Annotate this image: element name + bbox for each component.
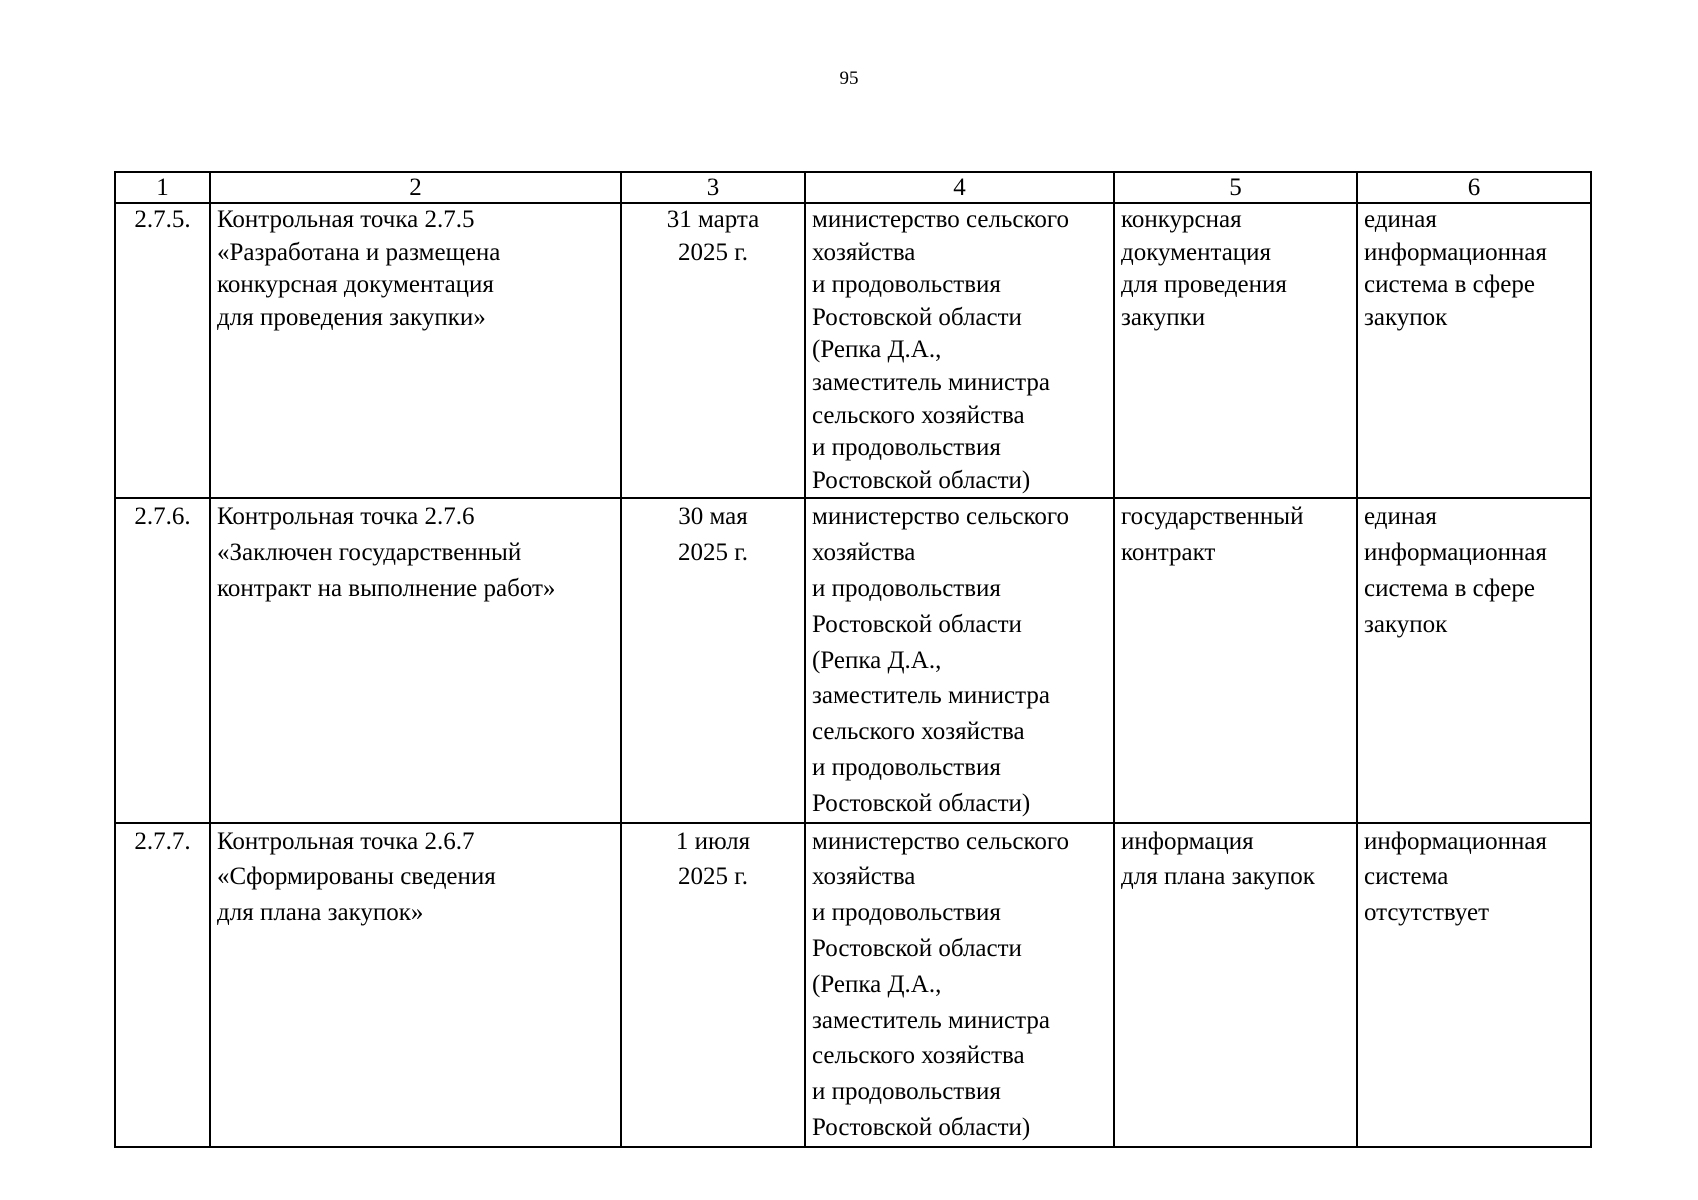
text-line: для плана закупок»: [217, 899, 424, 927]
text-line: информационная: [1364, 827, 1547, 855]
result-document: [1114, 498, 1357, 822]
text-line: Ростовской области: [812, 303, 1022, 331]
row-number: 2.7.5.: [115, 203, 210, 498]
due-date: [621, 498, 805, 822]
text-line: государственный: [1121, 503, 1304, 531]
text-line: контракт: [1121, 539, 1216, 567]
text-line: хозяйства: [812, 863, 916, 891]
text-line: (Репка Д.А.,: [812, 970, 942, 998]
column-header-2: 2: [210, 172, 621, 203]
control-points-table: [114, 171, 1592, 1148]
text-line: хозяйства: [812, 238, 916, 266]
text-line: закупки: [1121, 303, 1206, 331]
responsible-executor: [805, 498, 1114, 822]
text-line: и продовольствия: [812, 574, 1001, 602]
text-line: 1 июля: [675, 827, 751, 855]
text-line: Ростовской области): [812, 789, 1031, 817]
text-line: конкурсная документация: [217, 271, 494, 299]
text-line: Ростовской области): [812, 466, 1031, 494]
table-row: [115, 203, 1591, 498]
text-line: заместитель министра: [812, 368, 1050, 396]
text-line: для проведения закупки»: [217, 303, 486, 331]
text-line: информационная: [1364, 539, 1547, 567]
text-line: 2025 г.: [678, 238, 748, 266]
text-line: для плана закупок: [1121, 863, 1315, 891]
column-header-1: 1: [115, 172, 210, 203]
text-line: заместитель министра: [812, 1006, 1050, 1034]
row-number: 2.7.6.: [115, 498, 210, 822]
responsible-executor: [805, 823, 1114, 1147]
text-line: и продовольствия: [812, 899, 1001, 927]
text-line: контракт на выполнение работ»: [217, 574, 556, 602]
text-line: 31 марта: [666, 206, 760, 233]
text-line: 2025 г.: [678, 863, 748, 891]
text-line: Ростовской области: [812, 610, 1022, 638]
result-document: [1114, 823, 1357, 1147]
text-line: для проведения: [1121, 271, 1287, 299]
text-line: система в сфере: [1364, 574, 1535, 602]
header-row: [115, 172, 1591, 203]
text-line: Контрольная точка 2.6.7: [217, 827, 475, 855]
table-header: [115, 172, 1591, 203]
information-system: [1357, 823, 1591, 1147]
text-line: система в сфере: [1364, 271, 1535, 299]
text-line: министерство сельского: [812, 503, 1069, 531]
text-line: 30 мая: [678, 503, 748, 531]
text-line: информация: [1121, 827, 1254, 855]
text-line: система: [1364, 863, 1449, 891]
text-line: министерство сельского: [812, 206, 1069, 233]
text-line: «Разработана и размещена: [217, 238, 501, 266]
text-line: 2025 г.: [678, 539, 748, 567]
due-date: [621, 203, 805, 498]
control-point-name: [210, 823, 621, 1147]
column-header-6: 6: [1357, 172, 1591, 203]
text-line: единая: [1364, 503, 1437, 531]
text-line: Ростовской области): [812, 1113, 1031, 1141]
text-line: заместитель министра: [812, 682, 1050, 710]
text-line: конкурсная: [1121, 206, 1242, 233]
due-date: [621, 823, 805, 1147]
column-header-4: 4: [805, 172, 1114, 203]
text-line: (Репка Д.А.,: [812, 646, 942, 674]
text-line: закупок: [1364, 610, 1448, 638]
text-line: отсутствует: [1364, 899, 1490, 927]
text-line: сельского хозяйства: [812, 1042, 1025, 1070]
text-line: документация: [1121, 238, 1272, 266]
control-point-name: [210, 498, 621, 822]
table-row: [115, 498, 1591, 822]
information-system: [1357, 203, 1591, 498]
text-line: единая: [1364, 206, 1437, 233]
responsible-executor: [805, 203, 1114, 498]
control-point-name: [210, 203, 621, 498]
table-row: [115, 823, 1591, 1147]
row-number: 2.7.7.: [115, 823, 210, 1147]
text-line: и продовольствия: [812, 271, 1001, 299]
information-system: [1357, 498, 1591, 822]
text-line: «Сформированы сведения: [217, 863, 496, 891]
column-header-5: 5: [1114, 172, 1357, 203]
text-line: сельского хозяйства: [812, 401, 1025, 429]
text-line: информационная: [1364, 238, 1547, 266]
text-line: сельского хозяйства: [812, 718, 1025, 746]
text-line: хозяйства: [812, 539, 916, 567]
column-header-3: 3: [621, 172, 805, 203]
page-number: 95: [839, 68, 859, 89]
text-line: (Репка Д.А.,: [812, 336, 942, 364]
text-line: Контрольная точка 2.7.6: [217, 503, 475, 531]
text-line: закупок: [1364, 303, 1448, 331]
text-line: Ростовской области: [812, 934, 1022, 962]
text-line: и продовольствия: [812, 753, 1001, 781]
text-line: Контрольная точка 2.7.5: [217, 206, 475, 233]
table-body: [115, 203, 1591, 1147]
result-document: [1114, 203, 1357, 498]
text-line: министерство сельского: [812, 827, 1069, 855]
text-line: «Заключен государственный: [217, 539, 522, 567]
text-line: и продовольствия: [812, 434, 1001, 462]
text-line: и продовольствия: [812, 1078, 1001, 1106]
